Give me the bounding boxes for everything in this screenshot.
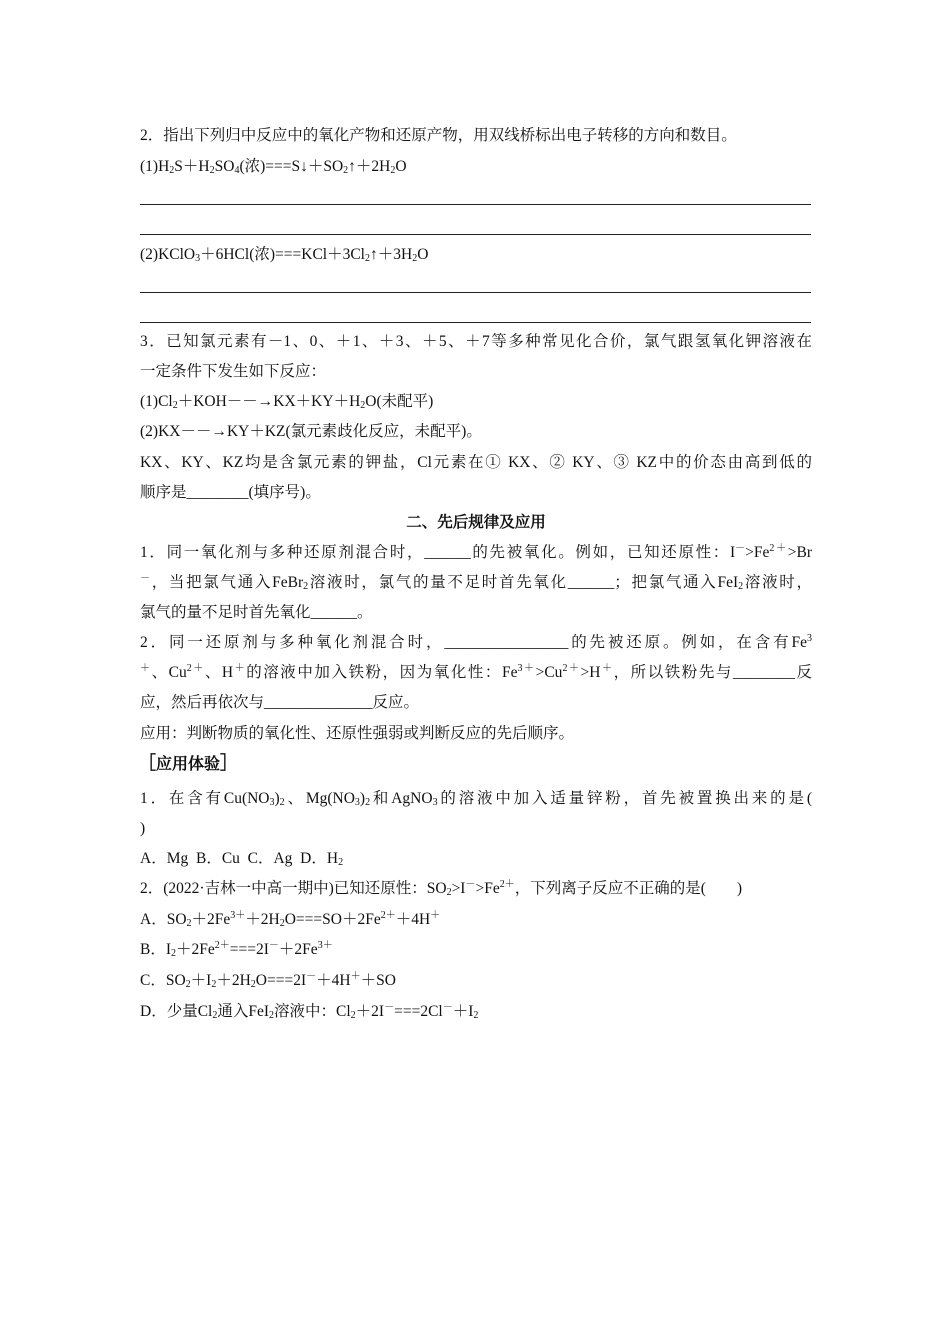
practice-q2-stem: 2．(2022·吉林一中高一期中)已知还原性：$SO_2>I^->Fe^{2+}$，下列离子反应不正确的是( ): [140, 879, 743, 898]
practice-q1-line-1: 1．在含有$Cu(NO_3)_2$、$Mg(NO_3)_2$和AgNO$_3$的溶液中加入适量锌粉，首先被置换出来的是(: [140, 790, 812, 808]
practice-q2-option-d: D．少量$Cl_2$通入FeI$_2$溶液中：$Cl_2+2I^-===2Cl^-+I_2$: [140, 1002, 479, 1021]
q2-reaction-2: (2)KClO$_3$＋6HCl(浓)$===KCl+3Cl_2↑+3H_2O$: [140, 246, 429, 264]
s2-p1-line-1: 1．同一氧化剂与多种还原剂混合时，______的先被氧化。例如，已知还原性：$I^->Fe^{2+}>Br$: [140, 543, 813, 561]
practice-q2-option-c: C．$SO_2+I_2+2H_2O===2I^-+4H^++SO$: [140, 971, 396, 990]
practice-q2-option-b: B．$I_2+2Fe^{2+}===2I^-+2Fe^{3+}$: [140, 940, 333, 959]
q2-reaction-1: $(1)H_2S+H_2SO_4$(浓)$===S↓+SO_2↑+2H_2O$: [140, 158, 407, 176]
q3-line-6: 顺序是________(填序号)。: [140, 484, 321, 501]
answer-line[interactable]: [140, 292, 811, 293]
s2-p2-line-3: 应，然后再依次与______________反应。: [140, 694, 420, 711]
q3-reaction-1: $(1)Cl_2+KOH--\to KX+KY+H_2O$(未配平): [140, 393, 434, 411]
section-title: 二、先后规律及应用: [406, 514, 546, 531]
q3-line-2: 一定条件下发生如下反应：: [140, 363, 327, 380]
q3-reaction-2: (2)KX－－→KY＋KZ(氯元素歧化反应，未配平)。: [140, 423, 482, 440]
practice-heading: ［应用体验］: [138, 753, 239, 773]
q2-stem: 2．指出下列归中反应中的氧化产物和还原产物，用双线桥标出电子转移的方向和数目。: [140, 127, 737, 144]
s2-p1-line-3: 氯气的量不足时首先氧化______。: [140, 604, 373, 621]
q3-line-1: 3．已知氯元素有－1、0、＋1、＋3、＋5、＋7等多种常见化合价，氯气跟氢氧化钾溶液在: [140, 333, 812, 350]
practice-q2-option-a: A．$SO_2+2Fe^{3+}+2H_2O===SO+2Fe^{2+}+4H^+$: [140, 910, 441, 929]
answer-line[interactable]: [140, 234, 811, 235]
s2-application: 应用：判断物质的氧化性、还原性强弱或判断反应的先后顺序。: [140, 725, 575, 742]
s2-p1-line-2: －，当把氯气通入FeBr$_2$溶液时，氯气的量不足时首先氧化______；把氯气通入FeI$_2$溶液时，: [140, 573, 812, 592]
answer-line[interactable]: [140, 204, 811, 205]
q3-line-5: KX、KY、KZ均是含氯元素的钾盐，Cl元素在① KX、② KY、③ KZ中的价态由高到低的: [140, 454, 812, 471]
s2-p2-line-2: ＋、$Cu^{2+}$、H＋的溶液中加入铁粉，因为氧化性：$Fe^{3+}>Cu^{2+}>H^+$，所以铁粉先与________反: [140, 663, 813, 681]
practice-q1-options: A．Mg B．Cu C．Ag D．$H_2$: [140, 850, 344, 868]
practice-q1-line-2: ): [140, 820, 146, 837]
answer-line[interactable]: [140, 322, 811, 323]
s2-p2-line-1: 2．同一还原剂与多种氧化剂混合时，________________的先被还原。例如，在含有Fe$^3$: [140, 633, 812, 651]
